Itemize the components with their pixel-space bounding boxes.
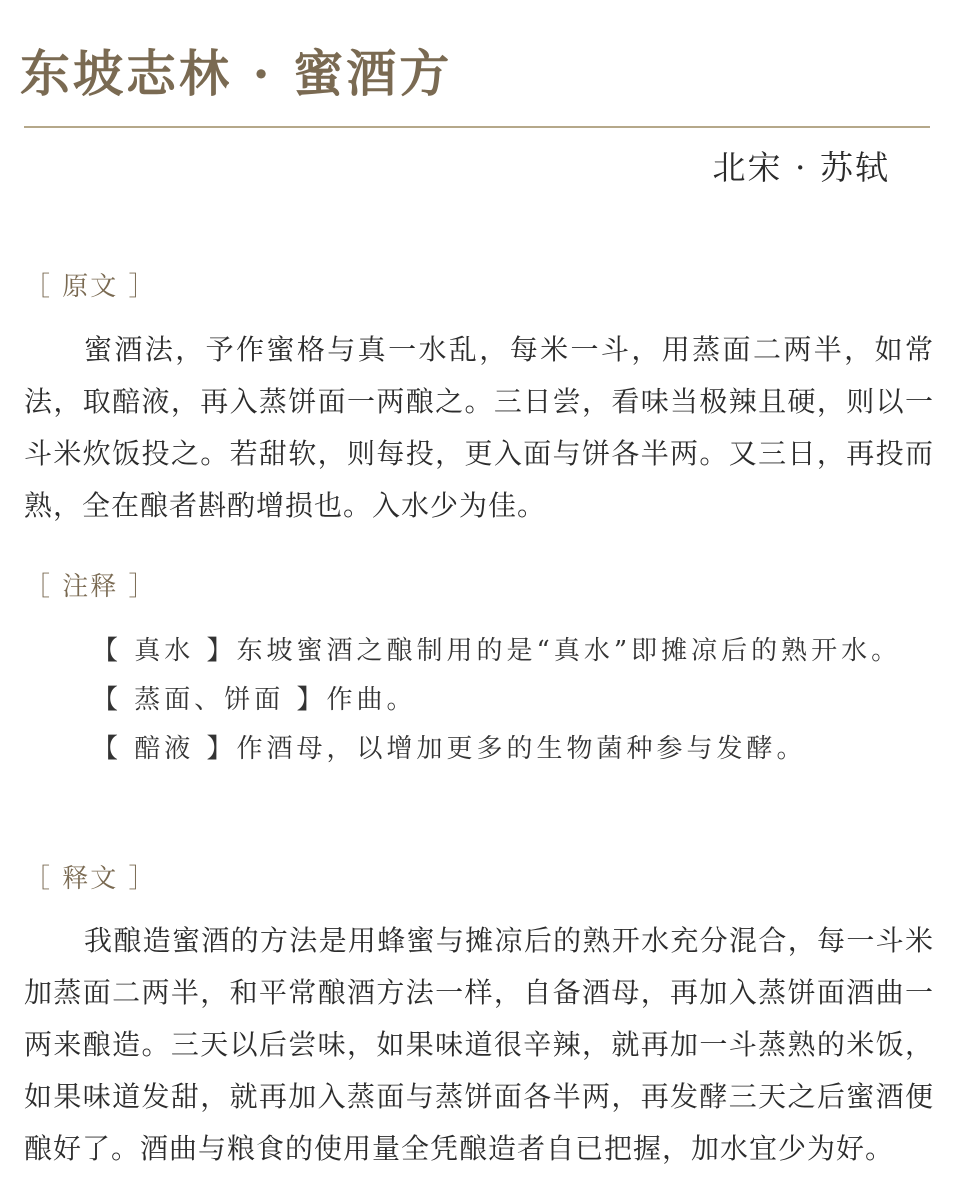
- note-item: 【 醅液 】作酒母，以增加更多的生物菌种参与发酵。: [92, 734, 807, 764]
- title-divider: [24, 126, 930, 128]
- translation-text: 我酿造蜜酒的方法是用蜂蜜与摊凉后的熟开水充分混合，每一斗米加蒸面二两半，和平常酿酒方法一样，自备酒母，再加入蒸饼面酒曲一两来酿造。三天以后尝味，如果味道很辛辣，就再加一斗蒸熟的米饭，如果味道发甜，就再加入蒸面与蒸饼面各半两，再发酵三天之后蜜酒便酿好了。酒曲与粮食的使用量全凭酿造者自已把握，加水宜少为好。: [24, 924, 934, 1165]
- author-line: 北宋 · 苏轼: [712, 148, 890, 187]
- page-title: 东坡志林 · 蜜酒方: [20, 44, 453, 103]
- section-heading-original: ［ 原文 ］: [24, 272, 157, 302]
- original-text: 蜜酒法，予作蜜格与真一水乱，每米一斗，用蒸面二两半，如常法，取醅液，再入蒸饼面一两酿之。三日尝，看味当极辣且硬，则以一斗米炊饭投之。若甜软，则每投，更入面与饼各半两。又三日，再投而熟，全在酿者斟酌增损也。入水少为佳。: [24, 333, 934, 522]
- notes-list: [92, 627, 932, 774]
- section-heading-notes: ［ 注释 ］: [24, 572, 157, 602]
- section-heading-translation: ［ 释文 ］: [24, 864, 157, 894]
- note-item: 【 真水 】东坡蜜酒之酿制用的是“真水”即摊凉后的熟开水。: [92, 636, 902, 666]
- note-item: 【 蒸面、饼面 】作曲。: [92, 685, 417, 715]
